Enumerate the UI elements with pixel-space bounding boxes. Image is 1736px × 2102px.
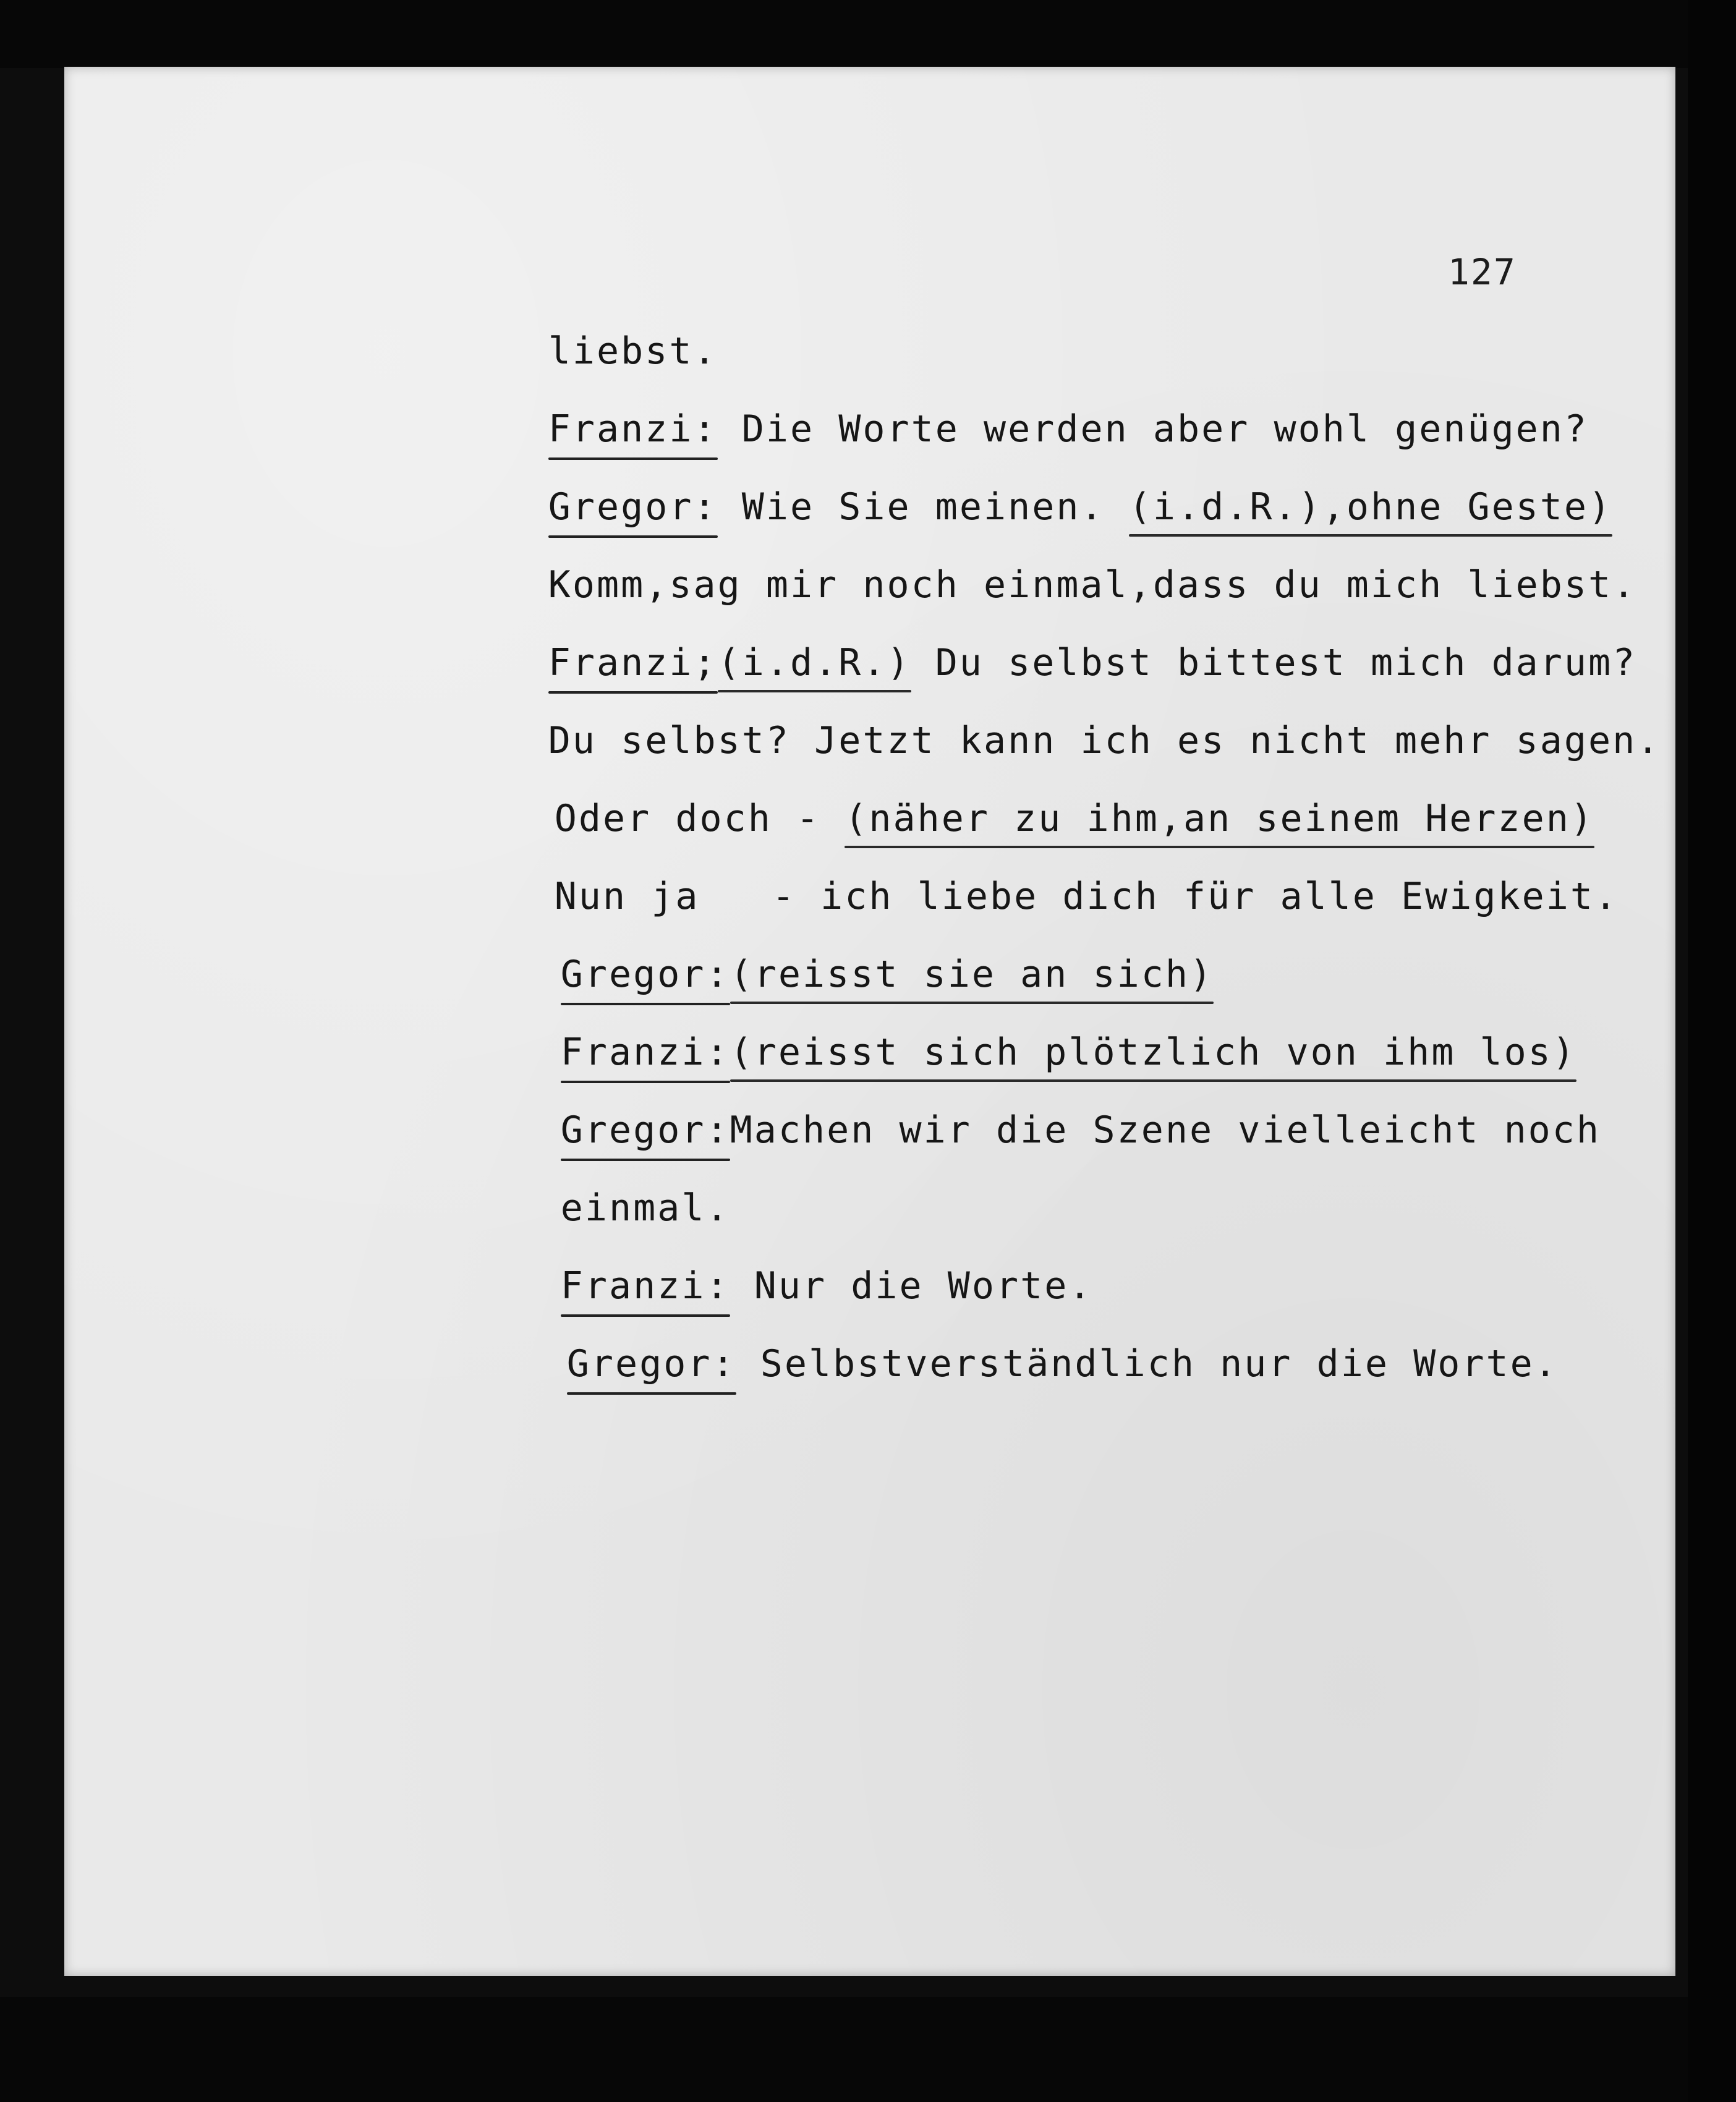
- line-text: Die Worte werden aber wohl genügen?: [717, 407, 1589, 451]
- speaker-name: Franzi:: [560, 1264, 730, 1308]
- speaker-name: Franzi:: [560, 1031, 730, 1074]
- line-text: Du selbst bittest mich darum?: [911, 641, 1637, 684]
- stage-direction: (i.d.R.),ohne Geste): [1128, 485, 1613, 529]
- script-lines: [64, 67, 1675, 1976]
- stage-direction: (i.d.R.): [717, 641, 911, 684]
- typewritten-page: [64, 67, 1675, 1976]
- speaker-name: Gregor:: [566, 1342, 736, 1385]
- line-text: Wie Sie meinen.: [717, 485, 1105, 529]
- speaker-name: Franzi;: [548, 641, 718, 684]
- stage-direction: (reisst sich plötzlich von ihm los): [730, 1031, 1576, 1074]
- line-text: Selbstverständlich nur die Worte.: [736, 1342, 1559, 1385]
- script-line: [422, 1308, 1559, 1419]
- line-text: Nur die Worte.: [730, 1264, 1093, 1308]
- line-text: einmal.: [560, 1186, 730, 1230]
- film-border-top: [0, 0, 1736, 68]
- film-border-right: [1688, 0, 1736, 2102]
- film-border-bottom: [0, 1997, 1736, 2102]
- line-text: Komm,sag mir noch einmal,dass du mich liebst.: [548, 563, 1637, 606]
- line-text: Oder doch -: [554, 797, 845, 840]
- page-number: 127: [1448, 251, 1517, 293]
- line-text: liebst.: [548, 330, 718, 373]
- speaker-name: Gregor:: [548, 485, 718, 529]
- speaker-name: Gregor:: [560, 953, 730, 996]
- line-text: Machen wir die Szene vielleicht noch: [730, 1108, 1601, 1152]
- stage-direction: (näher zu ihm,an seinem Herzen): [845, 797, 1595, 840]
- line-text: Du selbst? Jetzt kann ich es nicht mehr sagen.: [548, 719, 1661, 762]
- speaker-name: Gregor:: [560, 1108, 730, 1152]
- stage-direction: (reisst sie an sich): [730, 953, 1214, 996]
- line-text: Nun ja - ich liebe dich für alle Ewigkeit.: [554, 875, 1619, 918]
- speaker-name: Franzi:: [548, 407, 718, 451]
